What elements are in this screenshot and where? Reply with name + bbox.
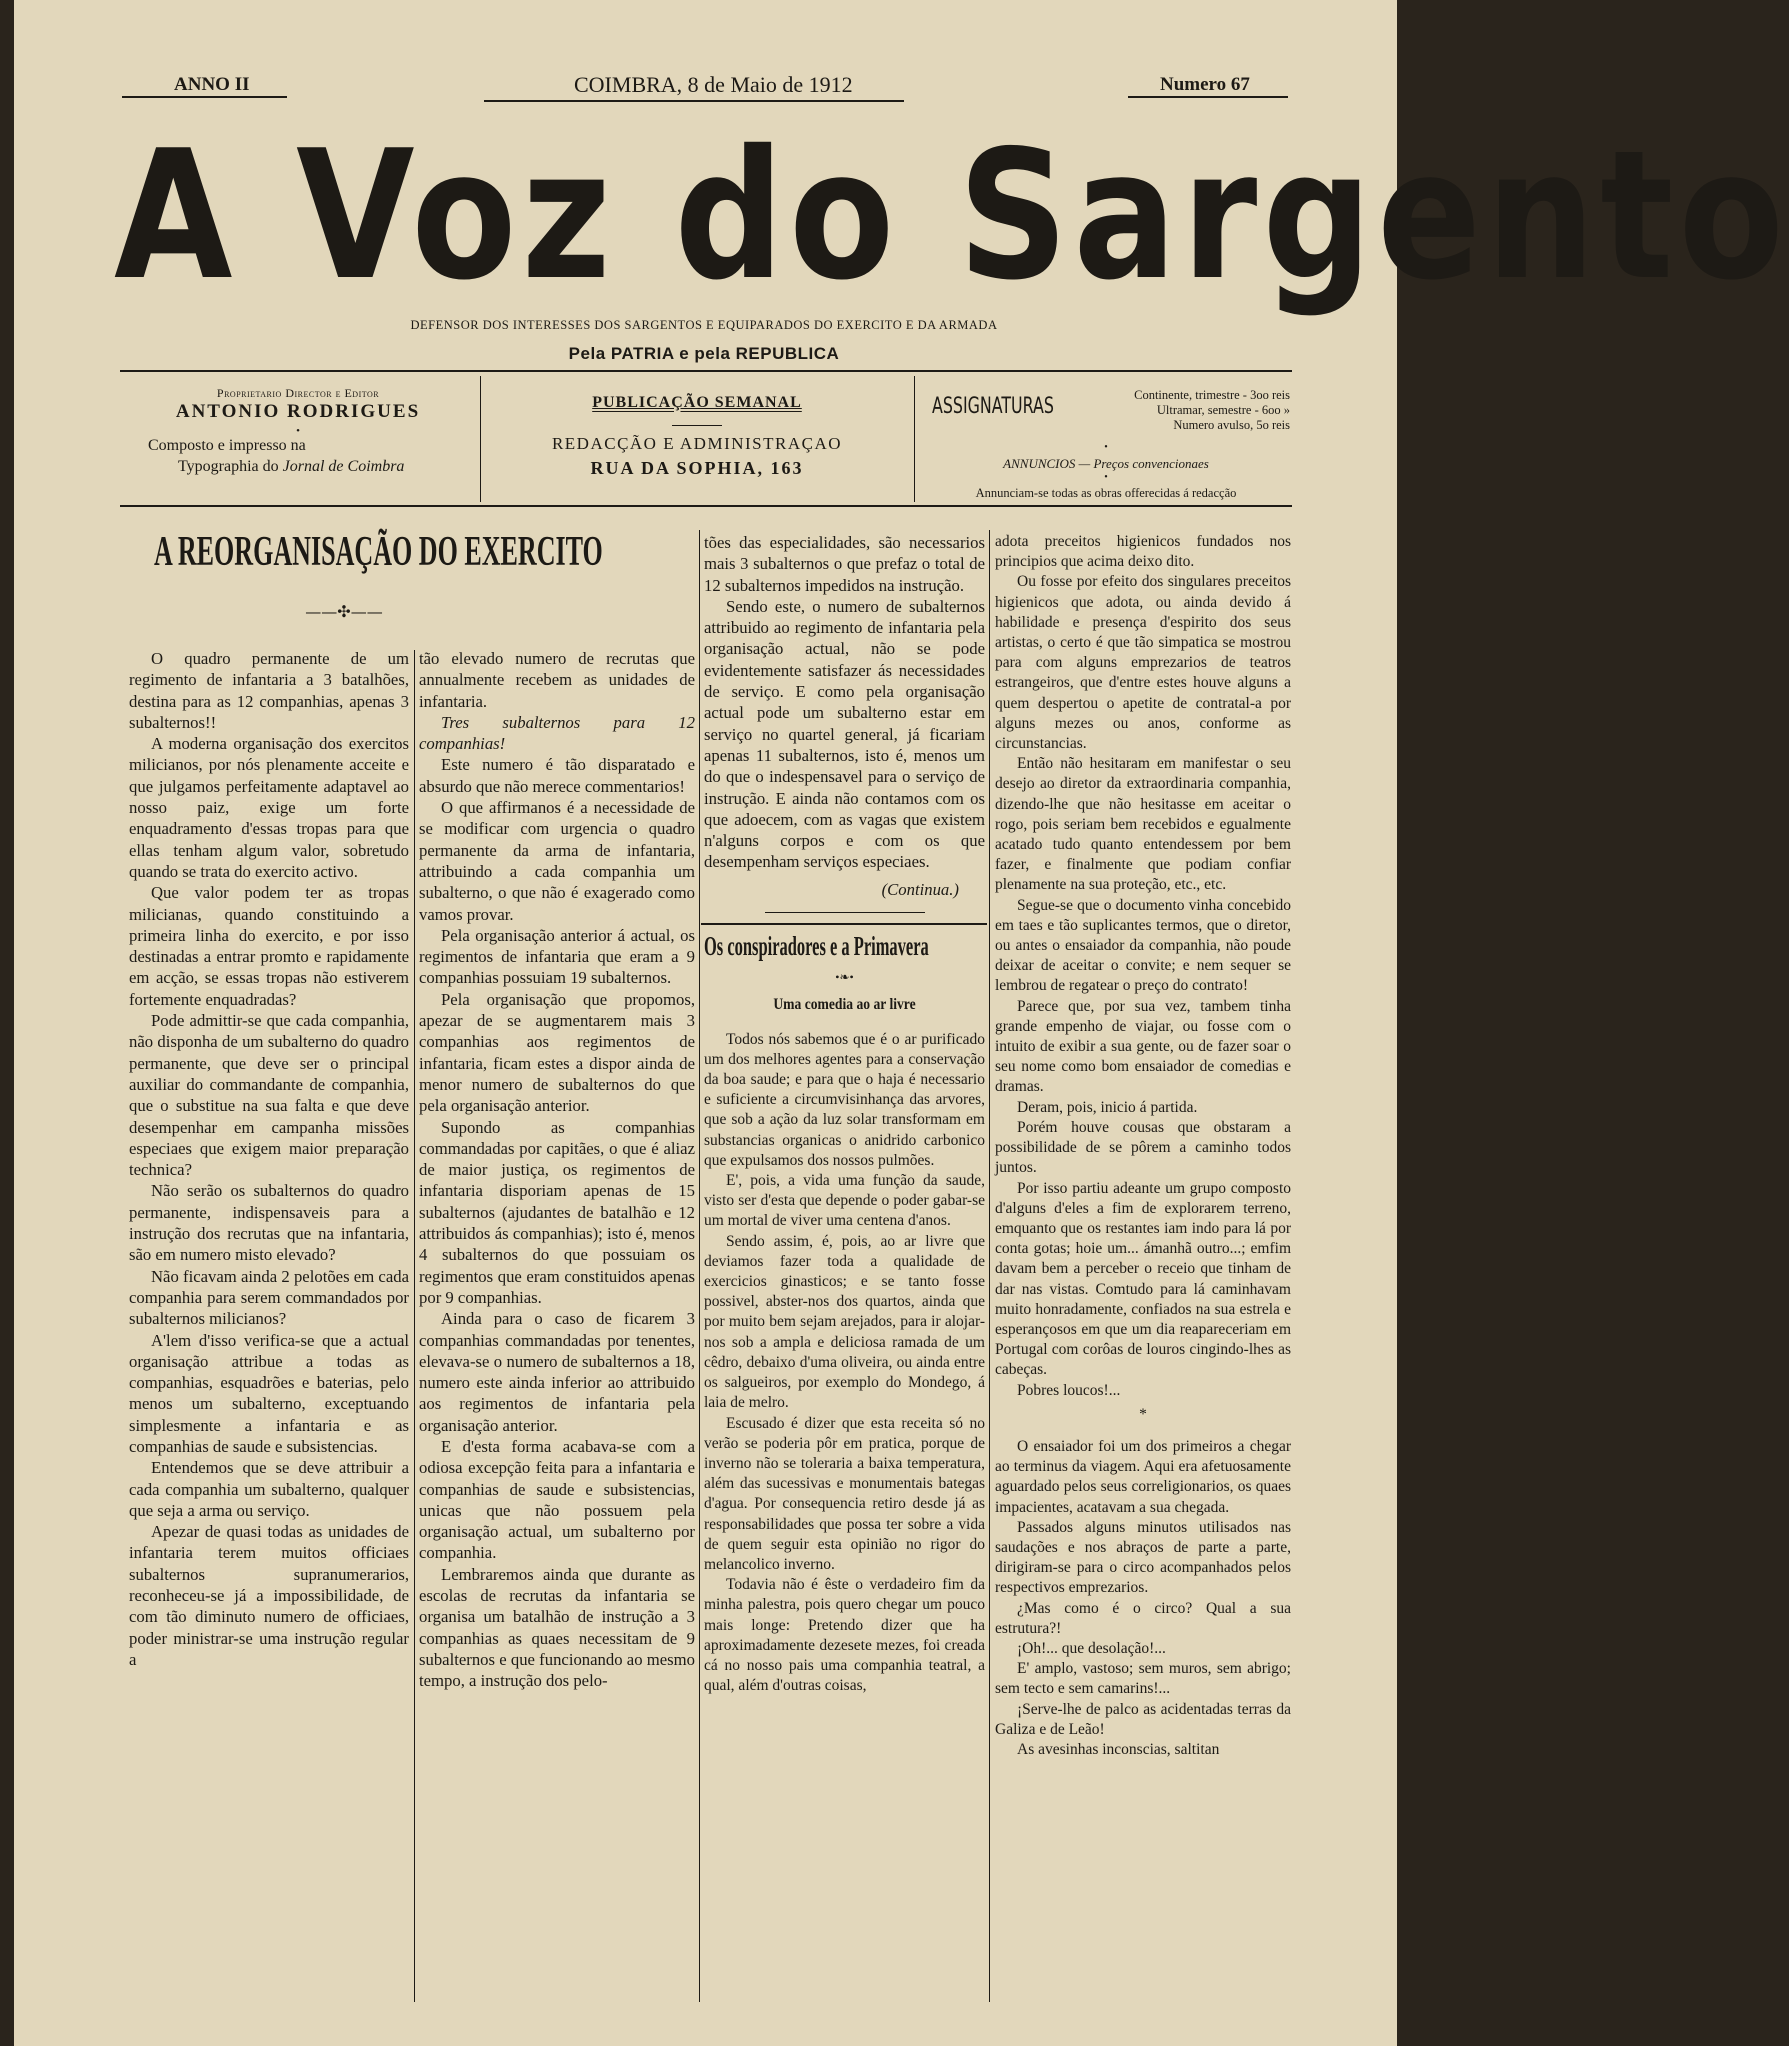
- paragraph: E d'esta forma acabava-se com a odiosa excepção feita para a infantaria e companhias de saude e subsistencias, unicas que não possuem pela organisação actual, um subalterno por companhia.: [419, 1436, 695, 1563]
- paragraph: Este numero é tão disparatado e absurdo que não merece commentarios!: [419, 755, 695, 796]
- column-3: [704, 532, 985, 2012]
- annuncios-line: [918, 456, 1294, 472]
- price-ultramar: Ultramar, semestre - 6oo »: [1156, 403, 1290, 417]
- dateline: COIMBRA, 8 de Maio de 1912: [574, 72, 853, 97]
- composed-line1: Composto e impresso na: [148, 437, 306, 454]
- paragraph: Ou fosse por efeito dos singulares preceitos higienicos que adota, ou ainda devido á habilidade e presença d'espirito dos seus artistas, o certo é que tão simpatica se mostrou para com alguns emprezarios de teatros estrangeiros, que d'entre estes houve alguns a quem despertou o apetite de contratal-a por alguns mezes ou anos, conforme as circunstancias.: [995, 573, 1291, 753]
- publication-frequency: PUBLICAÇÃO SEMANAL: [592, 394, 802, 411]
- paragraph: Escusado é dizer que esta receita só no verão se poderia pôr em pratica, porque de inverno não se toleraria a baixa temperatura, além das sucessivas e monumentais bategas d'agua. Por consequencia retiro desde já as responsabilidades que possa ter sobre a vida de quem seguir esta opinião no rigor do melancolico inverno.: [704, 1414, 985, 1573]
- composed-prefix: Typographia do: [178, 458, 283, 475]
- paragraph: Apezar de quasi todas as unidades de infantaria terem muitos officiaes subalternos supranumerarios, reconheceu-se já a impossibilidade, de com tão diminuto numero de officiaes, poder ministrar-se uma instrução regular a: [129, 1522, 409, 1669]
- owner-name: ANTONIO RODRIGUES: [175, 401, 421, 422]
- newspaper-motto: Pela PATRIA e pela REPUBLICA: [568, 344, 840, 363]
- numero-rule: [1128, 96, 1288, 98]
- paragraph: Lembraremos ainda que durante as escolas de recrutas da infantaria se organisa um batalhão de instrução a 3 companhias as quaes necessitam de 9 subalternos e que funcionando ao mesmo tempo, a instrução dos pelo-: [419, 1564, 695, 1691]
- paragraph: Passados alguns minutos utilisados nas saudações e nos abraços de parte a parte, dirigiram-se para o circo acompanhados pelos respectivos emprezarios.: [995, 1518, 1291, 1597]
- article2-column-4: [995, 532, 1291, 2012]
- subscription-box: [918, 380, 1294, 508]
- redaccao-label: REDACÇÃO E ADMINISTRAÇAO: [551, 434, 843, 453]
- paragraph: Deram, pois, inicio á partida.: [1017, 1098, 1198, 1116]
- article-separator: [765, 912, 925, 913]
- infobox-divider-2: [914, 376, 915, 502]
- paragraph: Pela organisação que propomos, apezar de se augmentarem mais 3 companhias aos regimentos de infantaria, ficam estes a dispor ainda de menor numero de subalternos do que pela organisação anterior.: [419, 989, 695, 1116]
- article2-ornament: •❧•: [835, 970, 854, 985]
- paragraph: tões das especialidades, são necessarios mais 3 subalternos o que prefaz o total de 12 subalternos impedidos na instrução.: [704, 533, 985, 595]
- article1-ornament: ——✣——: [305, 602, 383, 621]
- price-continente: Continente, trimestre - 3oo reis: [1134, 388, 1290, 402]
- owner-bullet: •: [296, 425, 300, 437]
- paragraph: Sendo assim, é, pois, ao ar livre que deviamos fazer toda a qualidade de exercicios ginasticos; e se tanto fosse possivel, abster-nos dos quartos, ainda que por muito bem sejam arejados, para ir alojar-nos sob a ampla e deliciosa ramada de um cêdro, debaixo d'uma oliveira, ou ainda entre os salgueiros, por exemplo do Mondego, á laia de melro.: [704, 1232, 985, 1412]
- paragraph: Porém houve cousas que obstaram a possibilidade de se pôrem a caminho todos juntos.: [995, 1118, 1291, 1177]
- paragraph: *: [1139, 1405, 1147, 1423]
- article1-column-2: [419, 648, 695, 2008]
- anno-rule: [122, 96, 287, 98]
- subscription-bullet-2: •: [1104, 472, 1108, 483]
- issue-number: Numero 67: [1160, 74, 1250, 95]
- paragraph: Ainda para o caso de ficarem 3 companhias commandadas por tenentes, elevava-se o numero de subalternos a 18, numero este ainda inferior ao attribuido aos regimentos de infantaria pela organisação anterior.: [419, 1309, 695, 1435]
- paragraph: Entendemos que se deve attribuir a cada companhia um subalterno, qualquer que seja a arma ou serviço.: [129, 1458, 409, 1520]
- annuncios-label: ANNUNCIOS: [1003, 456, 1076, 471]
- newspaper-page: [14, 0, 1789, 2046]
- redaccao-short-rule: [672, 425, 722, 426]
- paragraph: Segue-se que o documento vinha concebido em taes e tão suplicantes termos, que o diretor, ou antes o ensaiador da companhia, não poude deixar de aceitar o convite; e nem sequer se lembrou de regatear o preço do contrato!: [995, 896, 1291, 995]
- address: RUA DA SOPHIA, 163: [590, 458, 804, 478]
- paragraph: A moderna organisação dos exercitos milicianos, por nós plenamente acceite e que julgamos perfeitamente adaptavel ao nosso paiz, exige um forte enquadramento d'essas tropas para que ellas tenham algum valor, sobretudo quando se trata do exercito activo.: [129, 734, 409, 881]
- paragraph: Por isso partiu adeante um grupo composto d'alguns d'eles a fim de explorarem terreno, emquanto que os restantes iam indo para lá por conta gotas; hoie um... ámanhã outro...; emfim davam bem a perceber o receio que tinham de dar nas vistas. Comtudo para lá caminhavam muito honradamente, confiados na sua estrela e esperançosos em que um dia reapareceriam em Portugal com corôas de louros cingindo-lhes as cabeças.: [995, 1179, 1291, 1379]
- paragraph: Não ficavam ainda 2 pelotões em cada companhia para serem commandados por subalternos milicianos?: [129, 1266, 409, 1329]
- redaccao-box: [484, 380, 910, 508]
- owner-label: Proprietario Director e Editor: [216, 386, 380, 400]
- newspaper-subtitle: DEFENSOR DOS INTERESSES DOS SARGENTOS E EQUIPARADOS DO EXERCITO E DA ARMADA: [410, 318, 998, 332]
- paragraph: Não serão os subalternos do quadro permanente, indispensaveis para a instrução dos recrutas que na infantaria, são em numero misto elevado?: [129, 1181, 409, 1265]
- article2-headline: Os conspiradores e a Primavera: [704, 931, 929, 962]
- continua-label: (Continua.): [881, 879, 959, 899]
- paragraph: Todos nós sabemos que é o ar purificado um dos melhores agentes para a conservação da boa saude; e para que o haja é necessario e suficiente a circumvisinhança das arvores, que sob a ação da luz solar transformam em substancias organicas o anidrido carbonico que expulsamos dos nossos pulmões.: [704, 1030, 985, 1169]
- assignaturas-label: ASSIGNATURAS: [932, 394, 1054, 419]
- annuncios-note: Annunciam-se todas as obras offerecidas á redacção: [975, 486, 1237, 500]
- article2-subhead: Uma comedia ao ar livre: [773, 996, 916, 1014]
- price-list: [1080, 388, 1290, 433]
- annuncios-text: — Preços convencionaes: [1075, 456, 1209, 471]
- paragraph: Então não hesitaram em manifestar o seu desejo ao diretor da extraordinaria companhia, dizendo-lhe que não hesitasse em aceitar o rogo, pois seriam bem recebidos e egualmente acatado tudo quanto entendessem por bem fazer, e finalmente que podiam confiar plenamente na sua proteção, etc., etc.: [995, 755, 1291, 894]
- composed-journal: Jornal de Coimbra: [282, 458, 405, 475]
- paragraph: Pode admittir-se que cada companhia, não disponha de um subalterno do quadro permanente, que deve ser o principal auxiliar do commandante de companhia, que o substitue na sua falta e que deve desempenhar em campanha missões especiaes que exigem maior preparação technica?: [129, 1011, 409, 1180]
- paragraph: Sendo este, o numero de subalternos attribuido ao regimento de infantaria pela organisação actual, não se pode evidentemente satisfazer ás necessidades de serviço. E como pela organisação actual pode um subalterno estar em serviço no quartel general, já ficariam apenas 11 subalternos, isto é, menos um do que o indespensavel para o serviço de instrução. E ainda não contamos com os que adoecem, com as vagas que existem n'alguns corpos e com os que desempenham serviços especiaes.: [704, 596, 985, 872]
- dateline-rule: [484, 100, 904, 102]
- column-rule-1: [414, 650, 415, 2002]
- paragraph: O que affirmanos é a necessidade de se modificar com urgencia o quadro permanente da arma de infantaria, attribuindo a cada companhia um subalterno, o que não é exagerado como vamos provar.: [419, 798, 695, 924]
- infobox-divider-1: [480, 376, 481, 502]
- paragraph: ¿Mas como é o circo? Qual a sua estrutura?!: [995, 1599, 1291, 1637]
- column-rule-3: [989, 530, 990, 2002]
- paragraph: A'lem d'isso verifica-se que a actual organisação attribue a todas as companhias, esquadrões e baterias, pelo menos um subalterno, exceptuando simplesmente a infantaria e as companhias de saude e subsistencias.: [129, 1330, 409, 1456]
- article1-column-3: [704, 532, 985, 873]
- owner-box: [120, 380, 476, 508]
- article1-column-1: [129, 648, 409, 2008]
- infobox-top-rule: [120, 370, 1292, 372]
- paragraph: Tres subalternos para 12 companhias!: [419, 712, 695, 754]
- paragraph: Todavia não é êste o verdadeiro fim da minha palestra, pois quero chegar um pouco mais longe: Pretendo dizer que ha aproximadamente dezesete mezes, foi creada cá no nosso pais uma companhia teatral, a qual, além d'outras coisas,: [704, 1576, 985, 1695]
- paragraph: Supondo as companhias commandadas por capitães, o que é aliaz de maior justiça, os regimentos de infantaria disporiam apenas de 15 subalternos (ajudantes de batalhão e 12 attribuidos ás companhias); isto é, menos 4 subalternos do que possuiam os regimentos que eram constituidos apenas por 9 companhias.: [419, 1117, 695, 1307]
- paragraph: tão elevado numero de recrutas que annualmente recebem as unidades de infantaria.: [419, 649, 695, 711]
- paragraph: ¡Serve-lhe de palco as acidentadas terras da Galiza e de Leão!: [995, 1700, 1291, 1738]
- paragraph: Pobres loucos!...: [1017, 1381, 1121, 1399]
- paragraph: Parece que, por sua vez, tambem tinha grande empenho de viajar, ou fosse com o intuito de exibir a sua gente, ou de fazer soar o seu nome como bom ensaiador de comedias e dramas.: [995, 997, 1291, 1096]
- paragraph: As avesinhas inconscias, saltitan: [1017, 1740, 1220, 1758]
- subscription-bullet: •: [1104, 442, 1108, 453]
- paragraph: O ensaiador foi um dos primeiros a chegar ao terminus da viagem. Aqui era afetuosamente aguardado pelos seus correligionarios, os quaes impacientes, acatavam a sua chegada.: [995, 1437, 1291, 1516]
- article1-headline: A REORGANISAÇÃO DO EXERCITO: [154, 529, 603, 575]
- paragraph: O quadro permanente de um regimento de infantaria a 3 batalhões, destina para as 12 companhias, apenas 3 subalternos!!: [129, 649, 409, 732]
- article2-top-rule: [701, 923, 987, 925]
- paragraph: E', pois, a vida uma função da saude, visto ser d'esta que depende o poder gabar-se um mortal de viver uma centena d'anos.: [704, 1172, 985, 1230]
- column-rule-2: [699, 530, 700, 2002]
- paragraph: Pela organisação anterior á actual, os regimentos de infantaria que eram a 9 companhias possuiam 19 subalternos.: [419, 925, 695, 988]
- newspaper-title: A Voz do Sargento: [114, 112, 1789, 319]
- anno-label: ANNO II: [174, 74, 250, 95]
- paragraph: Que valor podem ter as tropas milicianas, quando constituindo a primeira linha do exercito, e por isso destinadas a entrar promto e rapidamente em acção, se essas tropas não estiverem fortemente enquadradas?: [129, 883, 409, 1009]
- article2-column-3: [704, 1030, 985, 1697]
- paragraph: adota preceitos higienicos fundados nos principios que acima deixo dito.: [995, 533, 1291, 571]
- paragraph: ¡Oh!... que desolação!...: [1017, 1639, 1166, 1657]
- price-avulso: Numero avulso, 5o reis: [1173, 418, 1290, 432]
- paragraph: E' amplo, vastoso; sem muros, sem abrigo; sem tecto e sem camarins!...: [995, 1660, 1291, 1698]
- composed-line2: [178, 458, 476, 476]
